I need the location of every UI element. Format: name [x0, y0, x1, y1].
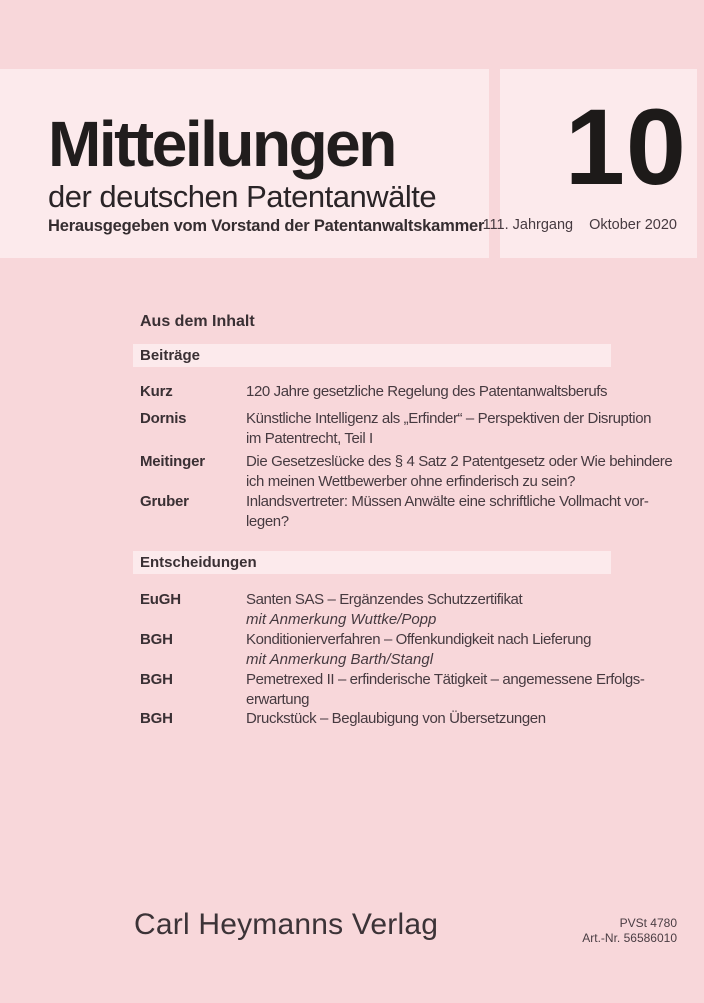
toc-row-author: Kurz: [140, 383, 173, 400]
toc-row: [140, 630, 700, 670]
toc-row: [140, 590, 700, 630]
toc-row-title: [246, 709, 700, 729]
toc-row-author: Gruber: [140, 493, 189, 510]
toc-row-author: Dornis: [140, 410, 187, 427]
toc-line: Künstliche Intelligenz als „Erfinder“ – Perspektiven der Disruption: [246, 410, 652, 427]
toc-row: [140, 382, 700, 402]
publisher-line: Herausgegeben vom Vorstand der Patentanwaltskammer: [48, 217, 485, 235]
journal-title: Mitteilungen: [48, 108, 395, 180]
toc-row-title: [246, 452, 700, 492]
toc-row-title: [246, 409, 700, 449]
postal-codes: [582, 916, 677, 946]
toc-row-court: BGH: [140, 631, 173, 648]
toc-line: Santen SAS – Ergänzendes Schutzzertifikat: [246, 591, 523, 608]
toc-line: ich meinen Wettbewerber ohne erfinderisch zu sein?: [246, 473, 576, 490]
toc-row-title: [246, 492, 700, 532]
toc-row-court: BGH: [140, 671, 173, 688]
toc-row-court: BGH: [140, 710, 173, 727]
publisher-name: Carl Heymanns Verlag: [134, 908, 439, 941]
journal-subtitle: der deutschen Patentanwälte: [48, 179, 437, 214]
toc-line: erwartung: [246, 691, 310, 708]
masthead-panel: [0, 69, 489, 258]
pvst-number: PVSt 4780: [619, 916, 677, 930]
toc-row-title: [246, 670, 700, 710]
issue-date: Oktober 2020: [589, 217, 677, 233]
toc-row: [140, 670, 700, 710]
toc-line: Die Gesetzeslücke des § 4 Satz 2 Patentgesetz oder Wie behindere: [246, 453, 673, 470]
toc-row: [140, 492, 700, 532]
toc-line: Pemetrexed II – erfinderische Tätigkeit – angemessene Erfolgs-: [246, 671, 645, 688]
toc-line: 120 Jahre gesetzliche Regelung des Patentanwaltsberufs: [246, 383, 608, 400]
toc-row-title: [246, 590, 700, 630]
toc-line: im Patentrecht, Teil I: [246, 430, 373, 447]
toc-row-court: EuGH: [140, 591, 181, 608]
section-title: Entscheidungen: [140, 554, 257, 571]
article-number: Art.-Nr. 56586010: [582, 931, 677, 945]
toc-row: [140, 452, 700, 492]
toc-row-title: [246, 630, 700, 670]
volume-label: 111. Jahrgang: [482, 217, 574, 233]
toc-heading: Aus dem Inhalt: [140, 313, 255, 330]
section-title: Beiträge: [140, 347, 201, 364]
toc-row-title: [246, 382, 700, 402]
toc-line: Konditionierverfahren – Offenkundigkeit nach Lieferung: [246, 631, 592, 648]
toc-row-author: Meitinger: [140, 453, 205, 470]
toc-line: legen?: [246, 513, 289, 530]
toc-annotation: mit Anmerkung Wuttke/Popp: [246, 611, 437, 628]
issue-number: 10: [564, 86, 687, 207]
toc-row: [140, 409, 700, 449]
toc-annotation: mit Anmerkung Barth/Stangl: [246, 651, 434, 668]
toc-line: Inlandsvertreter: Müssen Anwälte eine schriftliche Vollmacht vor-: [246, 493, 649, 510]
section-band-entscheidungen: [133, 551, 611, 574]
issue-meta: [483, 217, 677, 233]
section-band-beitraege: [133, 344, 611, 367]
issue-panel: [482, 69, 697, 258]
toc-row: [140, 709, 700, 729]
toc-line: Druckstück – Beglaubigung von Übersetzungen: [246, 710, 546, 727]
